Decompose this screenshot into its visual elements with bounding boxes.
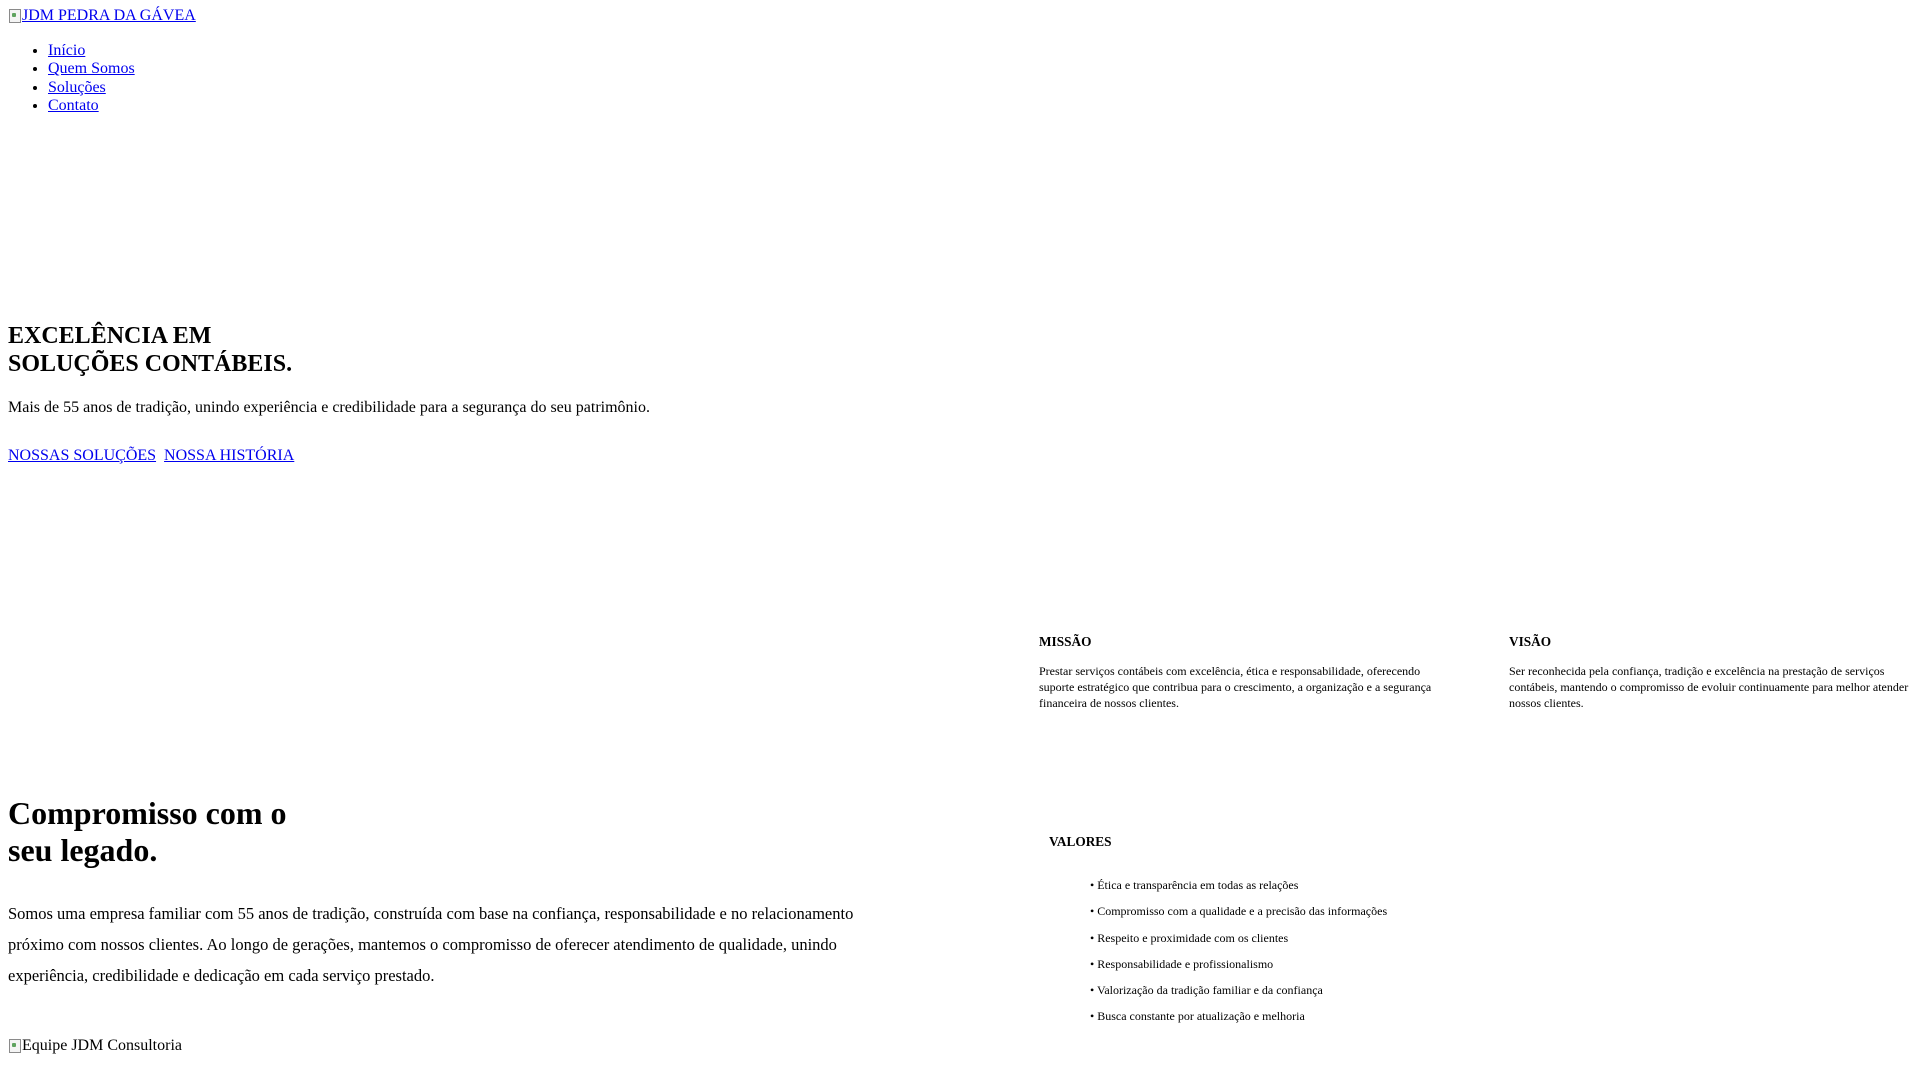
nav-item-inicio <box>48 42 135 60</box>
vision-text: Ser reconhecida pela confiança, tradição e excelência na prestação de serviços contábeis, mantendo o compromisso de evoluir continuamente para melhor atender nossos clientes. <box>1509 664 1909 710</box>
commitment-text: Somos uma empresa familiar com 55 anos de tradição, construída com base na confiança, responsabilidade e no relacionamento próximo com nossos clientes. Ao longo de gerações, mantemos o compromisso de oferecer atendimento de qualidade, unindo experiência, credibilidade e dedicação em cada serviço prestado. <box>8 904 854 985</box>
nossa-historia-link[interactable]: NOSSA HISTÓRIA <box>164 447 295 464</box>
nav-link-quem-somos[interactable]: Quem Somos <box>48 60 135 78</box>
nav-link-inicio[interactable]: Início <box>48 42 86 59</box>
nav-link-solucoes[interactable]: Soluções <box>48 78 106 96</box>
hero-title-line-2: SOLUÇÕES CONTÁBEIS. <box>8 350 293 377</box>
nav-item-quem-somos <box>48 60 135 78</box>
value-item: • Busca constante por atualização e melhoria <box>1090 1009 1305 1024</box>
commitment-title <box>8 795 287 869</box>
nav-item-contato <box>48 97 135 115</box>
hero-title-line-1: EXCELÊNCIA EM <box>8 323 212 349</box>
mission-title: MISSÃO <box>1039 634 1092 649</box>
value-item: • Compromisso com a qualidade e a precisão das informações <box>1090 904 1388 919</box>
logo-alt-text: JDM PEDRA DA GÁVEA <box>22 7 196 24</box>
team-image-alt-text: Equipe JDM Consultoria <box>22 1037 182 1054</box>
value-item: • Ética e transparência em todas as relações <box>1090 878 1299 892</box>
logo-link[interactable] <box>8 6 196 26</box>
value-item: • Responsabilidade e profissionalismo <box>1090 956 1274 971</box>
value-item: • Respeito e proximidade com os clientes <box>1090 930 1289 945</box>
hero-subtitle: Mais de 55 anos de tradição, unindo experiência e credibilidade para a segurança do seu patrimônio. <box>8 399 650 416</box>
broken-image-icon <box>8 1038 22 1054</box>
mission-text: Prestar serviços contábeis com excelência, ética e responsabilidade, oferecendo suporte estratégico que contribua para o crescimento, a organização e a segurança financeira de nossos clientes. <box>1039 664 1432 710</box>
value-item: • Valorização da tradição familiar e da confiança <box>1090 983 1323 998</box>
team-image <box>8 1036 182 1056</box>
vision-title: VISÃO <box>1509 634 1552 649</box>
hero-title <box>8 323 292 378</box>
values-list <box>1090 872 1387 1030</box>
values-title: VALORES <box>1049 834 1112 849</box>
commitment-title-line-1: Compromisso com o <box>8 795 287 831</box>
nossas-solucoes-link[interactable]: NOSSAS SOLUÇÕES <box>8 447 157 464</box>
nav-link-contato[interactable]: Contato <box>48 97 99 115</box>
mission-block <box>1039 634 1439 711</box>
commitment-title-line-2: seu legado. <box>8 832 158 868</box>
hero-actions <box>8 446 298 466</box>
nav-item-solucoes <box>48 79 135 97</box>
vision-block <box>1509 634 1909 711</box>
broken-image-icon <box>8 8 22 24</box>
main-nav <box>0 42 135 116</box>
